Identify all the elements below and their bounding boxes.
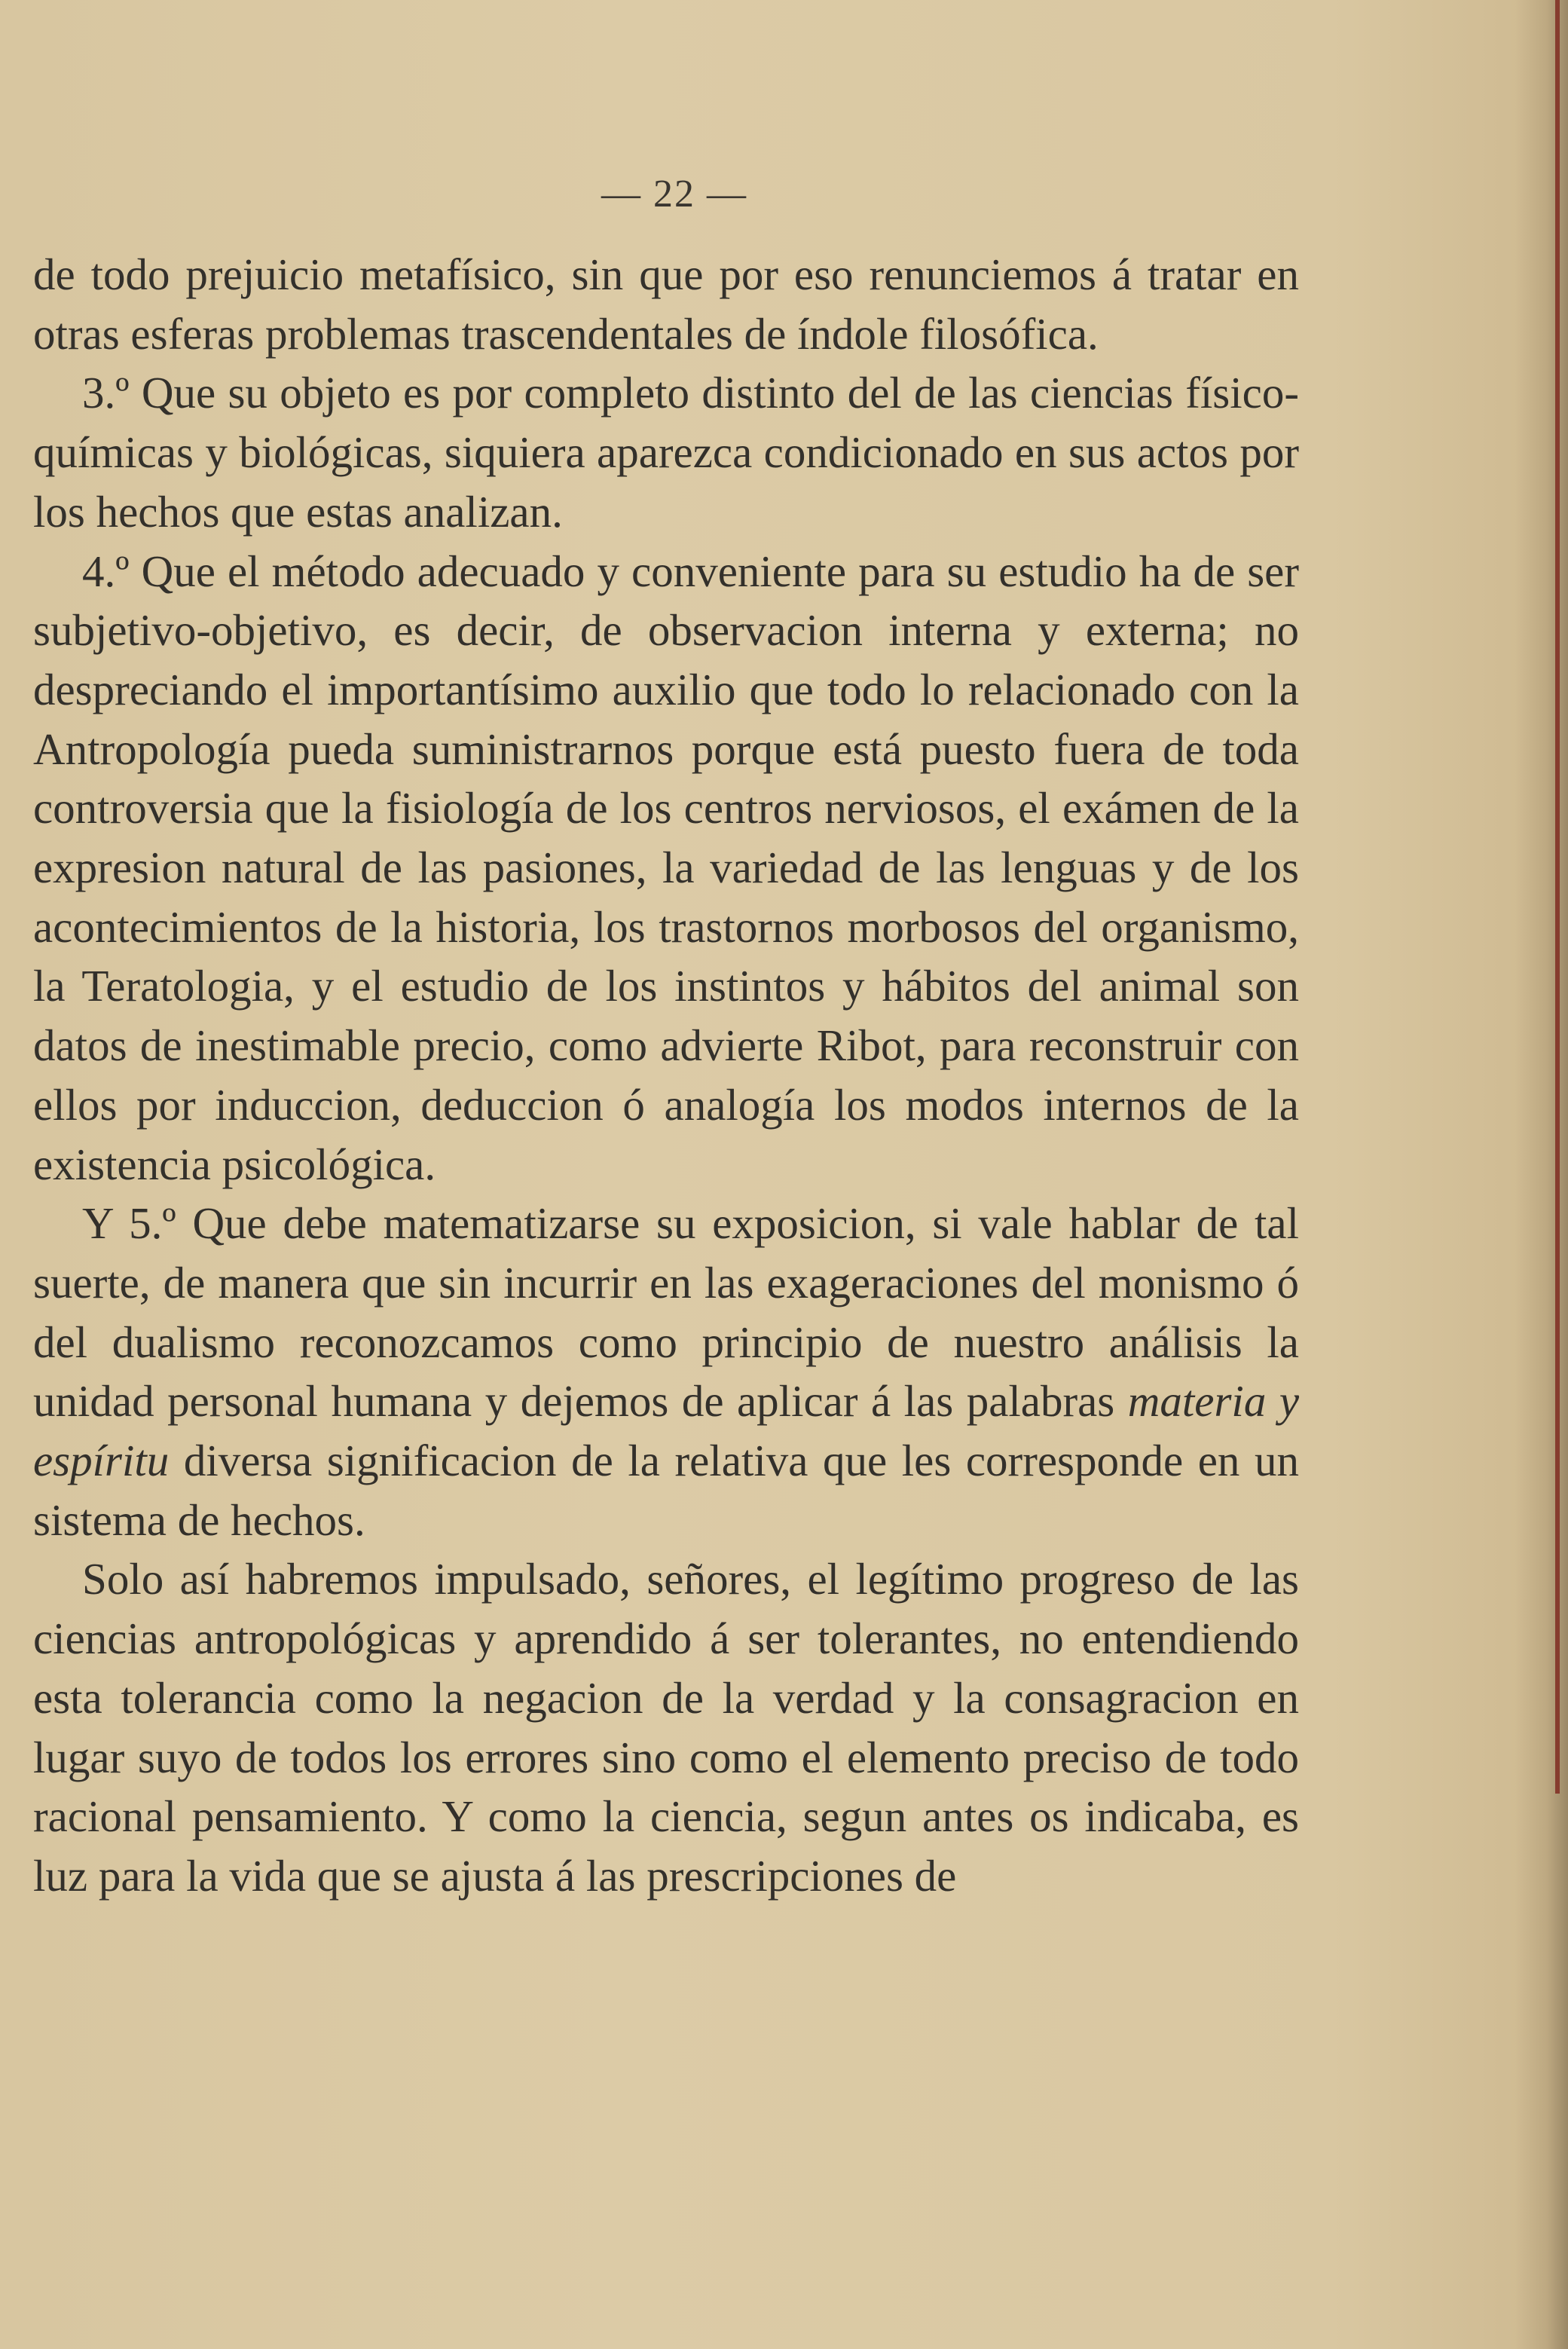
paragraph-conclusion: Solo así habremos impulsado, señores, el legítimo progreso de las ciencias antropológicas y aprendido á ser tolerantes, no entendiendo esta tolerancia como la negacion de la verdad y la consagracion en lugar suyo de todos los errores sino como el elemento preciso de todo racional pensamiento. Y como la ciencia, segun antes os indicaba, es luz para la vida que se ajusta á las prescripciones de	[33, 1554, 1299, 1901]
paragraph-point-5-text: Y 5.º Que debe matematizarse su exposicion, si vale hablar de tal suerte, de manera que sin incurrir en las exageraciones del monismo ó del dualismo reconozcamos como principio de nuestro análisis la unidad personal humana y dejemos de aplicar á las palabras	[33, 1198, 1299, 1427]
paragraph-point-4: 4.º Que el método adecuado y conveniente para su estudio ha de ser subjetivo-objetivo, es decir, de observacion interna y externa; no despreciando el importantísimo auxilio que todo lo relacionado con la Antropología pueda suministrarnos porque está puesto fuera de toda controversia que la fisiología de los centros nerviosos, el exámen de la expresion natural de las pasiones, la variedad de las lenguas y de los acontecimientos de la historia, los trastornos morbosos del organismo, la Teratologia, y el estudio de los instintos y hábitos del animal son datos de inestimable precio, como advierte Ribot, para reconstruir con ellos por induccion, deduccion ó analogía los modos internos de la existencia psicológica.	[33, 546, 1299, 1189]
paragraph-point-5-end: diversa significacion de la relativa que les corresponde en un sistema de hechos.	[33, 1436, 1299, 1545]
binding-edge	[1555, 0, 1560, 1794]
body-text	[33, 245, 1299, 1906]
page-number: — 22 —	[601, 173, 747, 216]
paragraph-point-3: 3.º Que su objeto es por completo distinto del de las ciencias físico-químicas y biológicas, siquiera aparezca condicionado en sus actos por los hechos que estas analizan.	[33, 368, 1299, 537]
paragraph-point-5	[33, 1194, 1299, 1549]
paragraph-continuation: de todo prejuicio metafísico, sin que por eso renunciemos á tratar en otras esferas problemas trascendentales de índole filosófica.	[33, 249, 1299, 359]
page-edge-shadow	[1515, 0, 1568, 2349]
italic-terms: materia y espíritu	[33, 1376, 1300, 1486]
